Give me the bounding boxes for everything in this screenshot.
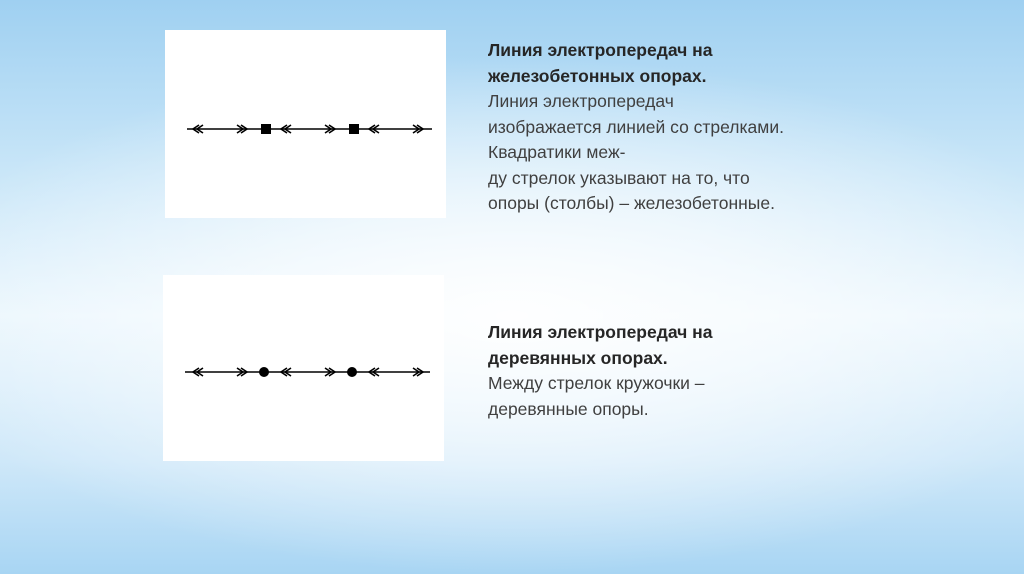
block-title: Линия электропередач на деревянных опорах.	[488, 322, 713, 368]
concrete-poles-description	[488, 38, 908, 217]
concrete-power-line-symbol-panel	[165, 30, 446, 218]
wooden-pole-circle-icon	[347, 367, 357, 377]
block-description: Между стрелок кружочки – деревянные опоры.	[488, 373, 705, 419]
wooden-power-line-symbol	[163, 275, 444, 461]
concrete-pole-square-icon	[261, 124, 271, 134]
concrete-power-line-symbol	[165, 30, 446, 218]
block-description: Линия электропередач изображается линией со стрелками. Квадратики меж- ду стрелок указывают на то, что опоры (столбы) – железобетонные.	[488, 91, 784, 213]
wooden-poles-description	[488, 320, 908, 422]
block-title: Линия электропередач на железобетонных опорах.	[488, 40, 713, 86]
concrete-pole-square-icon	[349, 124, 359, 134]
wooden-pole-circle-icon	[259, 367, 269, 377]
wooden-power-line-symbol-panel	[163, 275, 444, 461]
